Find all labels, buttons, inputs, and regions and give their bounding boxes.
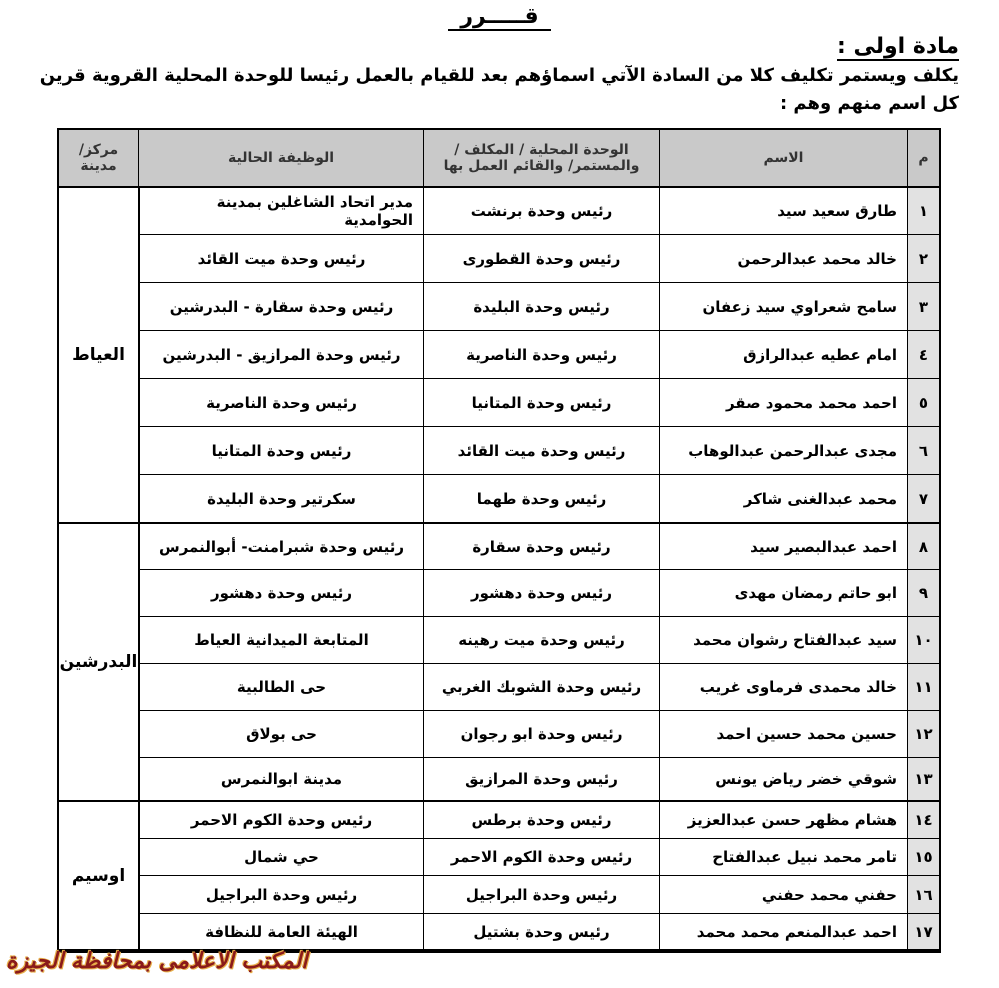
- table-row: [138, 617, 939, 664]
- table-row: [138, 914, 939, 951]
- table-body: [59, 188, 939, 951]
- row-name: ابو حاتم رمضان مهدى: [659, 570, 907, 617]
- row-group: [138, 188, 939, 524]
- table-row: [138, 570, 939, 617]
- row-name: سامح شعراوي سيد زعفان: [659, 283, 907, 331]
- row-number: ١٥: [907, 839, 939, 876]
- row-number: ١٧: [907, 914, 939, 951]
- row-name: سيد عبدالفتاح رشوان محمد: [659, 617, 907, 664]
- table-row: [138, 331, 939, 379]
- row-number: ٤: [907, 331, 939, 379]
- table-row: [138, 758, 939, 802]
- header-unit: الوحدة المحلية / المكلف / والمستمر/ والقائم العمل بها: [423, 130, 659, 186]
- table-row: [138, 524, 939, 570]
- row-job: مدينة ابوالنمرس: [138, 758, 423, 802]
- row-name: مجدى عبدالرحمن عبدالوهاب: [659, 427, 907, 475]
- row-name: طارق سعيد سيد: [659, 188, 907, 235]
- row-job: حى بولاق: [138, 711, 423, 758]
- row-job: رئيس وحدة سقارة - البدرشين: [138, 283, 423, 331]
- table-row: [138, 876, 939, 914]
- row-unit: رئيس وحدة دهشور: [423, 570, 659, 617]
- table-row: [138, 283, 939, 331]
- header-name: الاسم: [659, 130, 907, 186]
- watermark-logo: المكتب الاعلامى بمحافظة الجيزة: [6, 949, 308, 974]
- row-unit: رئيس وحدة برطس: [423, 802, 659, 839]
- row-unit: رئيس وحدة المتانيا: [423, 379, 659, 427]
- assignments-table: [57, 128, 941, 953]
- table-row: [138, 235, 939, 283]
- row-name: احمد محمد محمود صقر: [659, 379, 907, 427]
- row-unit: رئيس وحدة الكوم الاحمر: [423, 839, 659, 876]
- row-job: رئيس وحدة المرازيق - البدرشين: [138, 331, 423, 379]
- row-unit: رئيس وحدة الشوبك الغربي: [423, 664, 659, 711]
- row-name: هشام مظهر حسن عبدالعزيز: [659, 802, 907, 839]
- row-number: ١١: [907, 664, 939, 711]
- row-job: رئيس وحدة المتانيا: [138, 427, 423, 475]
- row-job: رئيس وحدة البراجيل: [138, 876, 423, 914]
- header-num: م: [907, 130, 939, 186]
- table-row: [138, 664, 939, 711]
- row-number: ٢: [907, 235, 939, 283]
- row-name: تامر محمد نبيل عبدالفتاح: [659, 839, 907, 876]
- row-job: رئيس وحدة دهشور: [138, 570, 423, 617]
- row-number: ١٦: [907, 876, 939, 914]
- row-job: مدير اتحاد الشاغلين بمدينة الحوامدية: [138, 188, 423, 235]
- header-job: الوظيفة الحالية: [138, 130, 423, 186]
- row-name: خالد محمد عبدالرحمن: [659, 235, 907, 283]
- header-city: مركز/ مدينة: [78, 142, 119, 174]
- city-column: [59, 188, 138, 951]
- rows-area: [138, 188, 939, 951]
- city-cell: البدرشين: [59, 524, 138, 802]
- row-unit: رئيس وحدة البراجيل: [423, 876, 659, 914]
- row-group: [138, 802, 939, 951]
- row-unit: رئيس وحدة ميت القائد: [423, 427, 659, 475]
- row-unit: رئيس وحدة ميت رهينه: [423, 617, 659, 664]
- table-row: [138, 839, 939, 876]
- row-number: ٩: [907, 570, 939, 617]
- table-row: [138, 188, 939, 235]
- row-number: ٥: [907, 379, 939, 427]
- row-unit: رئيس وحدة طهما: [423, 475, 659, 524]
- row-name: خالد محمدى فرماوى غريب: [659, 664, 907, 711]
- row-job: الهيئة العامة للنظافة: [138, 914, 423, 951]
- row-job: سكرتير وحدة البليدة: [138, 475, 423, 524]
- row-name: محمد عبدالغنى شاكر: [659, 475, 907, 524]
- table-row: [138, 379, 939, 427]
- row-number: ١: [907, 188, 939, 235]
- row-unit: رئيس وحدة البليدة: [423, 283, 659, 331]
- city-cell: العياط: [59, 188, 138, 524]
- city-cell: اوسيم: [59, 802, 138, 951]
- row-number: ٨: [907, 524, 939, 570]
- row-name: حسين محمد حسين احمد: [659, 711, 907, 758]
- row-job: رئيس وحدة الكوم الاحمر: [138, 802, 423, 839]
- table-row: [138, 475, 939, 524]
- table-row: [138, 427, 939, 475]
- row-unit: رئيس وحدة سقارة: [423, 524, 659, 570]
- article-heading: مادة اولى :: [836, 34, 959, 59]
- row-unit: رئيس وحدة المرازيق: [423, 758, 659, 802]
- row-job: رئيس وحدة الناصرية: [138, 379, 423, 427]
- row-number: ١٢: [907, 711, 939, 758]
- row-unit: رئيس وحدة برنشت: [423, 188, 659, 235]
- row-name: احمد عبدالبصير سيد: [659, 524, 907, 570]
- intro-paragraph: يكلف ويستمر تكليف كلا من السادة الآتي اسماؤهم بعد للقيام بالعمل رئيسا للوحدة المحلية القروية قرين كل اسم منهم وهم :: [39, 65, 959, 114]
- row-name: حفني محمد حفني: [659, 876, 907, 914]
- table-row: [138, 802, 939, 839]
- row-job: حي شمال: [138, 839, 423, 876]
- row-unit: رئيس وحدة القطورى: [423, 235, 659, 283]
- row-job: حى الطالبية: [138, 664, 423, 711]
- decision-title: قـــــرر: [0, 4, 999, 29]
- row-number: ٦: [907, 427, 939, 475]
- row-number: ١٠: [907, 617, 939, 664]
- row-name: احمد عبدالمنعم محمد محمد: [659, 914, 907, 951]
- row-number: ٣: [907, 283, 939, 331]
- row-name: شوقي خضر رياض يونس: [659, 758, 907, 802]
- row-number: ٧: [907, 475, 939, 524]
- row-unit: رئيس وحدة الناصرية: [423, 331, 659, 379]
- row-job: رئيس وحدة ميت القائد: [138, 235, 423, 283]
- row-group: [138, 524, 939, 802]
- row-unit: رئيس وحدة ابو رجوان: [423, 711, 659, 758]
- row-job: المتابعة الميدانية العياط: [138, 617, 423, 664]
- row-number: ١٤: [907, 802, 939, 839]
- row-unit: رئيس وحدة بشتيل: [423, 914, 659, 951]
- row-name: امام عطيه عبدالرازق: [659, 331, 907, 379]
- table-row: [138, 711, 939, 758]
- row-number: ١٣: [907, 758, 939, 802]
- row-job: رئيس وحدة شبرامنت- أبوالنمرس: [138, 524, 423, 570]
- table-header: [59, 130, 939, 188]
